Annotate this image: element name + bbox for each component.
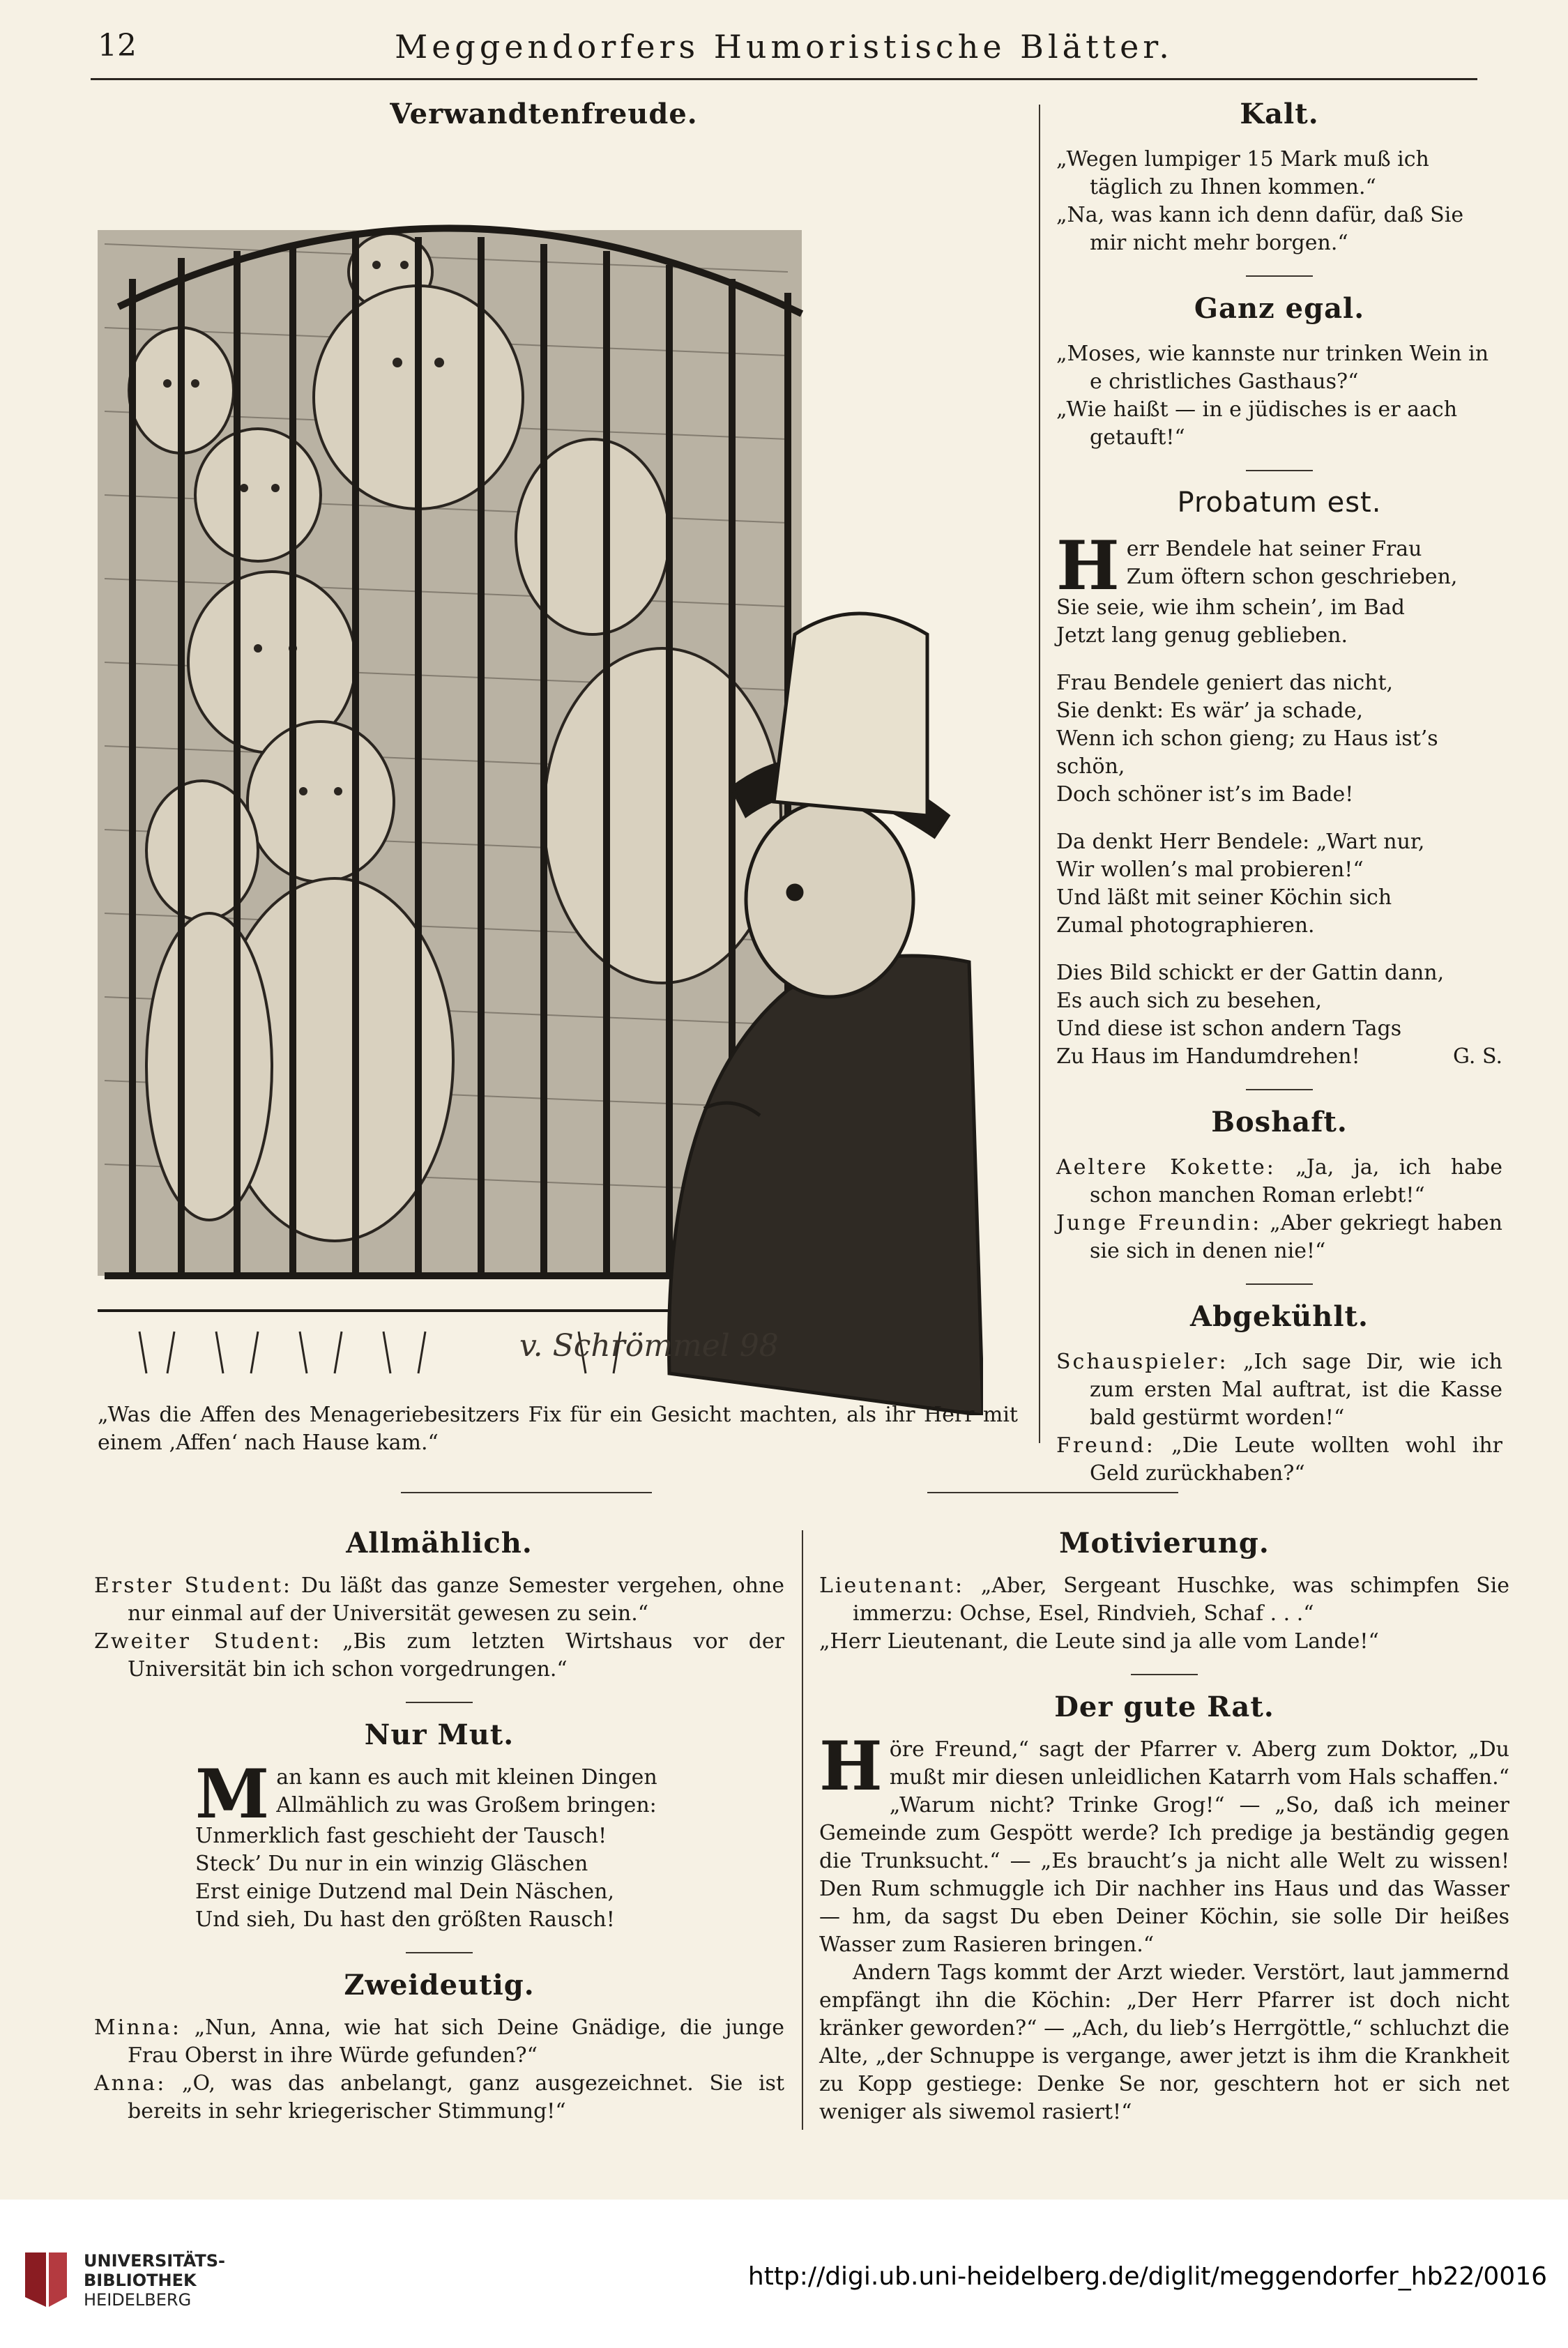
dialogue-line — [94, 2014, 784, 2070]
institution-name — [84, 2251, 225, 2310]
dialogue-line: „Wegen lumpiger 15 Mark muß ich täglich zu Ihnen kommen.“ — [1056, 147, 1429, 199]
speech: „Ja, ja, ich habe schon manchen Roman erlebt!“ — [1090, 1155, 1502, 1207]
poem-line: Doch schöner ist’s im Bade! — [1056, 782, 1354, 807]
joke-motivierung — [819, 1527, 1509, 1656]
poem-line: Zu Haus im Handumdrehen! — [1056, 1044, 1360, 1069]
story-title: Der gute Rat. — [1054, 1691, 1274, 1723]
drop-cap: H — [1056, 526, 1120, 605]
speech: „Nun, Anna, wie hat sich Deine Gnädige, die junge Frau Oberst in ihre Würde gefunden?“ — [128, 2015, 784, 2068]
horizontal-rule-left — [401, 1492, 652, 1493]
illustration-title: Verwandtenfreude. — [390, 98, 698, 130]
speech: „Aber gekriegt haben sie sich in denen nie!“ — [1090, 1211, 1502, 1263]
horizontal-rule-right — [927, 1492, 1178, 1493]
section-rule — [1246, 1089, 1313, 1090]
speaker: Zweiter Student: — [94, 1629, 322, 1654]
dialogue-line — [819, 1572, 1509, 1628]
illustration-cage-scene — [91, 188, 983, 1415]
institution-line: BIBLIOTHEK — [84, 2271, 197, 2290]
poem-line: err Bendele hat seiner Frau — [1126, 537, 1422, 561]
column-separator-top — [1039, 105, 1040, 1443]
poem-line: Wir wollen’s mal probieren!“ — [1056, 857, 1364, 882]
poem-line: Sie denkt: Es wär’ ja schade, — [1056, 699, 1364, 723]
joke-title: Zweideutig. — [344, 1969, 535, 2002]
speaker: Aeltere Kokette: — [1056, 1155, 1276, 1180]
institution-line: HEIDELBERG — [84, 2290, 192, 2310]
story-paragraph: Andern Tags kommt der Arzt wieder. Verstört, laut jammernd empfängt ihn die Köchin: „Der Herr Pfarrer ist doch nicht kränker geworden?“ — „Ach, du lieb’s Herrgöttle,“ schluchzt die Alte, „der Schnuppe is vergange, awer jetzt is ihm die Krankheit zu Kopp gestiege: Denke Se nor, geschtern hot er sich net weniger als siwemol rasiert!“ — [819, 1960, 1509, 2124]
source-url[interactable]: http://digi.ub.uni-heidelberg.de/diglit/meggendorfer_hb22/0016 — [747, 2262, 1547, 2291]
poem-line: Allmählich zu was Großem bringen: — [276, 1793, 657, 1817]
poem-line: Dies Bild schickt er der Gattin dann, — [1056, 961, 1445, 985]
university-logo-icon — [21, 2248, 71, 2311]
poem-line: Erst einige Dutzend mal Dein Näschen, — [195, 1880, 615, 1904]
speech: „Aber, Sergeant Huschke, was schimpfen Sie immerzu: Ochse, Esel, Rindvieh, Schaf . . .“ — [853, 1573, 1509, 1626]
speech: „O, was das anbelangt, ganz ausgezeichnet. Sie ist bereits in sehr kriegerischer Stimmung!“ — [128, 2071, 785, 2124]
poem-title: Probatum est. — [1177, 487, 1382, 519]
joke-abgekuehlt — [1056, 1300, 1502, 1488]
poem-title: Nur Mut. — [364, 1718, 515, 1751]
artist-signature: v. Schrömmel 98 — [519, 1328, 779, 1364]
joke-boshaft — [1056, 1106, 1502, 1265]
speech: Du läßt das ganze Semester vergehen, ohne nur einmal auf der Universität gewesen zu sein.“ — [128, 1573, 784, 1626]
joke-title: Kalt. — [1240, 98, 1319, 130]
dialogue-line — [1056, 1348, 1502, 1432]
dialogue-line: „Moses, wie kannste nur trinken Wein in e christliches Gasthaus?“ — [1056, 342, 1489, 394]
joke-title: Allmählich. — [346, 1527, 533, 1560]
drop-cap: M — [195, 1755, 270, 1834]
dialogue-line: „Wie haißt — in e jüdisches is er aach getauft!“ — [1056, 397, 1458, 450]
speech: „Bis zum letzten Wirtshaus vor der Universität bin ich schon vorgedrungen.“ — [128, 1629, 784, 1682]
speaker: Junge Freundin: — [1056, 1211, 1262, 1235]
story-der-gute-rat — [819, 1691, 1509, 2126]
poem-line: Zum öftern schon geschrieben, — [1126, 565, 1458, 589]
drop-cap: H — [819, 1727, 883, 1806]
speaker: Freund: — [1056, 1433, 1155, 1458]
joke-kalt — [1056, 98, 1502, 257]
story-paragraph: öre Freund,“ sagt der Pfarrer v. Aberg zum Doktor, „Du mußt mir diesen unleidlichen Katarrh vom Hals schaffen.“ „Warum nicht? Trinke Grog!“ — „So, daß ich meiner Gemeinde zum Gespött werde? Ich predige ja beständig gegen die Trunksucht.“ — „Es braucht’s ja nicht alle Welt zu wissen! Den Rum schmuggle ich Dir nachher ins Haus und das Wasser — hm, da sagst Du eben Deiner Köchin, sie solle Dir heißes Wasser zum Rasieren bringen.“ — [819, 1737, 1509, 1957]
poem-line: an kann es auch mit kleinen Dingen — [276, 1765, 657, 1790]
joke-allmaehlich — [94, 1527, 784, 1684]
dialogue-line — [1056, 1154, 1502, 1210]
poem-line: Wenn ich schon gieng; zu Haus ist’s schön, — [1056, 726, 1438, 779]
poem-line: Da denkt Herr Bendele: „Wart nur, — [1056, 830, 1425, 854]
poem-line: Sie seie, wie ihm schein’, im Bad — [1056, 595, 1405, 620]
section-rule — [406, 1952, 473, 1953]
dialogue-line — [94, 1572, 784, 1628]
poem-probatum-est — [1056, 487, 1502, 1071]
poem-line: Und diese ist schon andern Tags — [1056, 1016, 1402, 1041]
digitization-footer — [0, 2200, 1568, 2348]
header-rule — [91, 78, 1477, 80]
joke-title: Abgekühlt. — [1190, 1300, 1369, 1333]
page-number: 12 — [98, 28, 137, 63]
section-rule — [406, 1702, 473, 1703]
section-rule — [1246, 1283, 1313, 1285]
dialogue-line — [94, 2070, 784, 2126]
poem-nur-mut — [94, 1718, 784, 1934]
joke-title: Boshaft. — [1211, 1106, 1348, 1138]
joke-ganz-egal — [1056, 292, 1502, 452]
institution-line: UNIVERSITÄTS- — [84, 2251, 226, 2271]
dialogue-line — [1056, 1210, 1502, 1265]
poem-line: Und sieh, Du hast den größten Rausch! — [195, 1907, 615, 1932]
poem-line: Jetzt lang genug geblieben. — [1056, 623, 1348, 648]
lower-right-column — [819, 1527, 1509, 2126]
section-rule — [1246, 470, 1313, 471]
speech: „Ich sage Dir, wie ich zum ersten Mal auftrat, ist die Kasse bald gestürmt worden!“ — [1090, 1350, 1502, 1430]
column-separator-bottom — [802, 1530, 803, 2130]
poem-author: G. S. — [1453, 1044, 1502, 1069]
speaker: Erster Student: — [94, 1573, 293, 1598]
poem-last-line — [1056, 1043, 1502, 1071]
right-column — [1056, 98, 1502, 1488]
poem-line: Frau Bendele geniert das nicht, — [1056, 671, 1394, 695]
speaker: Lieutenant: — [819, 1573, 965, 1598]
joke-title: Motivierung. — [1059, 1527, 1270, 1560]
section-rule — [1246, 275, 1313, 277]
dialogue-line: „Herr Lieutenant, die Leute sind ja alle vom Lande!“ — [819, 1629, 1379, 1654]
joke-zweideutig — [94, 1969, 784, 2126]
joke-title: Ganz egal. — [1194, 292, 1365, 325]
running-title: Meggendorfers Humoristische Blätter. — [395, 28, 1173, 66]
speech: „Die Leute wollten wohl ihr Geld zurückhaben?“ — [1090, 1433, 1502, 1486]
poem-line: Unmerklich fast geschieht der Tausch! — [195, 1824, 607, 1848]
speaker: Minna: — [94, 2015, 181, 2040]
dialogue-line — [94, 1628, 784, 1684]
dialogue-line — [1056, 1432, 1502, 1488]
poem-line: Steck’ Du nur in ein winzig Gläschen — [195, 1852, 588, 1876]
poem-line: Es auch sich zu besehen, — [1056, 989, 1323, 1013]
poem-line: Zumal photographieren. — [1056, 913, 1315, 938]
illustration-caption: „Was die Affen des Menageriebesitzers Fix für ein Gesicht machten, als ihr Herr mit einem ‚Affen‘ nach Hause kam.“ — [98, 1403, 1018, 1455]
speaker: Schauspieler: — [1056, 1350, 1228, 1374]
section-rule — [1131, 1674, 1198, 1675]
speaker: Anna: — [94, 2071, 167, 2096]
poem-line: Und läßt mit seiner Köchin sich — [1056, 885, 1392, 910]
lower-left-column — [94, 1527, 784, 2126]
dialogue-line: „Na, was kann ich denn dafür, daß Sie mir nicht mehr borgen.“ — [1056, 203, 1464, 255]
